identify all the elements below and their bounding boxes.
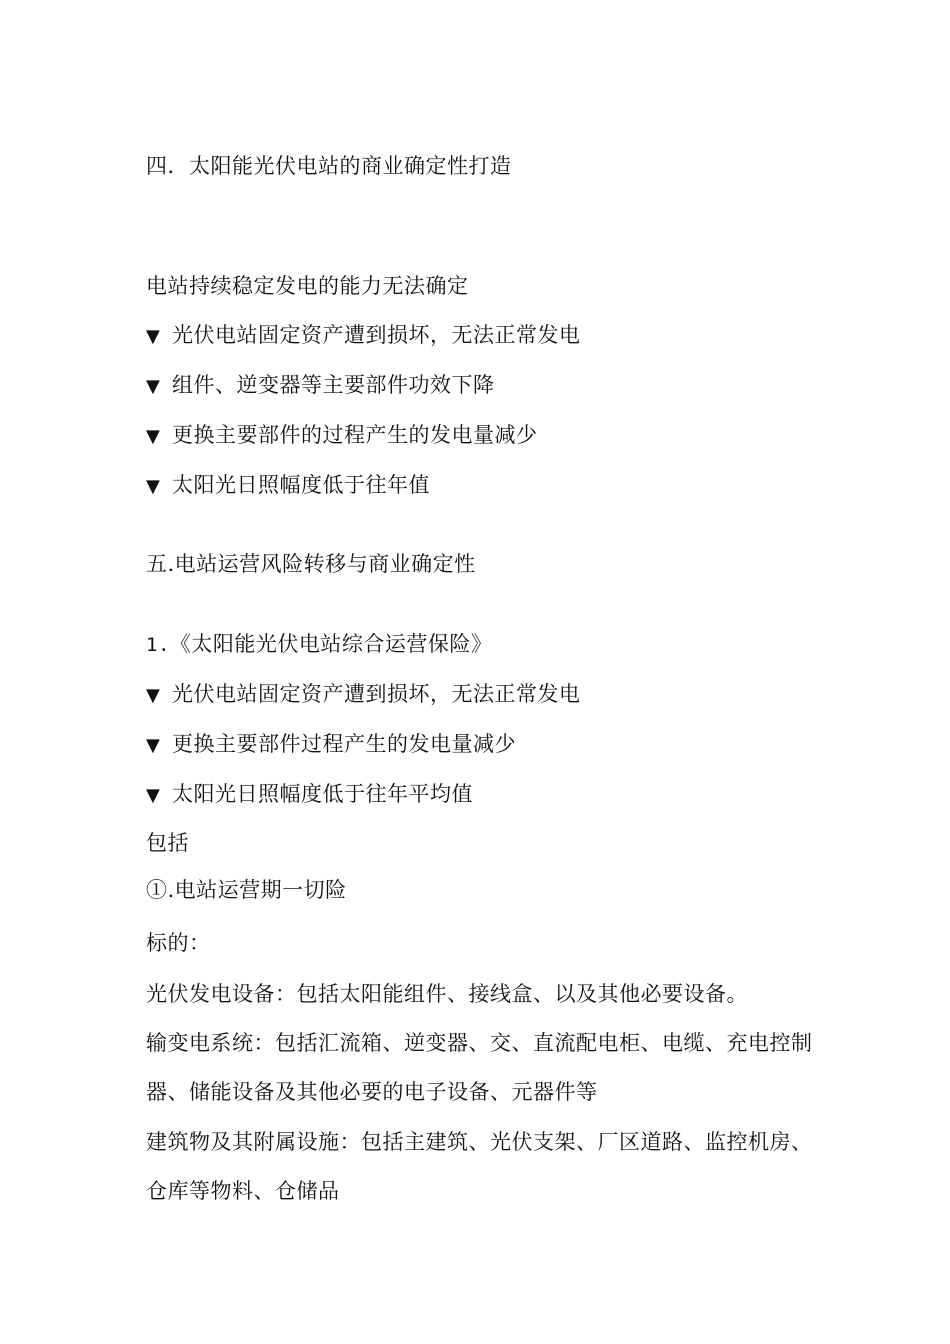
bullet-item bbox=[146, 321, 581, 351]
bullet-text: 太阳光日照幅度低于往年值 bbox=[172, 473, 430, 497]
bullet-item bbox=[146, 371, 495, 401]
bullet-text: 光伏电站固定资产遭到损坏，无法正常发电 bbox=[172, 323, 581, 347]
bullet-item bbox=[146, 421, 538, 451]
body-line: 器、储能设备及其他必要的电子设备、元器件等 bbox=[146, 1080, 598, 1104]
triangle-down-icon: ▼ bbox=[146, 376, 161, 397]
section-4-heading: 四．太阳能光伏电站的商业确定性打造 bbox=[146, 154, 512, 178]
body-line: 仓库等物料、仓储品 bbox=[146, 1179, 340, 1203]
bullet-item bbox=[146, 730, 516, 760]
triangle-down-icon: ▼ bbox=[146, 476, 161, 497]
item-1-title bbox=[146, 630, 492, 659]
bullet-text: 太阳光日照幅度低于往年平均值 bbox=[172, 782, 473, 806]
section-4-subheading: 电站持续稳定发电的能力无法确定 bbox=[146, 274, 469, 298]
sub-item-heading: ①.电站运营期一切险 bbox=[146, 878, 347, 902]
triangle-down-icon: ▼ bbox=[146, 685, 161, 706]
triangle-down-icon: ▼ bbox=[146, 735, 161, 756]
body-line: 输变电系统：包括汇流箱、逆变器、交、直流配电柜、电缆、充电控制 bbox=[146, 1031, 813, 1055]
bullet-text: 更换主要部件过程产生的发电量减少 bbox=[172, 732, 516, 756]
bullet-text: 光伏电站固定资产遭到损坏，无法正常发电 bbox=[172, 682, 581, 706]
bullet-item bbox=[146, 680, 581, 710]
item-title-text: 《太阳能光伏电站综合运营保险》 bbox=[169, 632, 493, 656]
includes-label: 包括 bbox=[146, 831, 189, 855]
body-line: 光伏发电设备：包括太阳能组件、接线盒、以及其他必要设备。 bbox=[146, 982, 748, 1006]
bullet-item bbox=[146, 471, 430, 501]
bullet-item bbox=[146, 780, 473, 810]
bullet-text: 组件、逆变器等主要部件功效下降 bbox=[172, 373, 495, 397]
section-5-heading: 五.电站运营风险转移与商业确定性 bbox=[146, 552, 476, 576]
subject-label: 标的： bbox=[146, 931, 211, 955]
body-line: 建筑物及其附属设施：包括主建筑、光伏支架、厂区道路、监控机房、 bbox=[146, 1130, 813, 1154]
item-number: 1. bbox=[146, 634, 170, 656]
triangle-down-icon: ▼ bbox=[146, 785, 161, 806]
triangle-down-icon: ▼ bbox=[146, 426, 161, 447]
triangle-down-icon: ▼ bbox=[146, 326, 161, 347]
bullet-text: 更换主要部件的过程产生的发电量减少 bbox=[172, 423, 538, 447]
